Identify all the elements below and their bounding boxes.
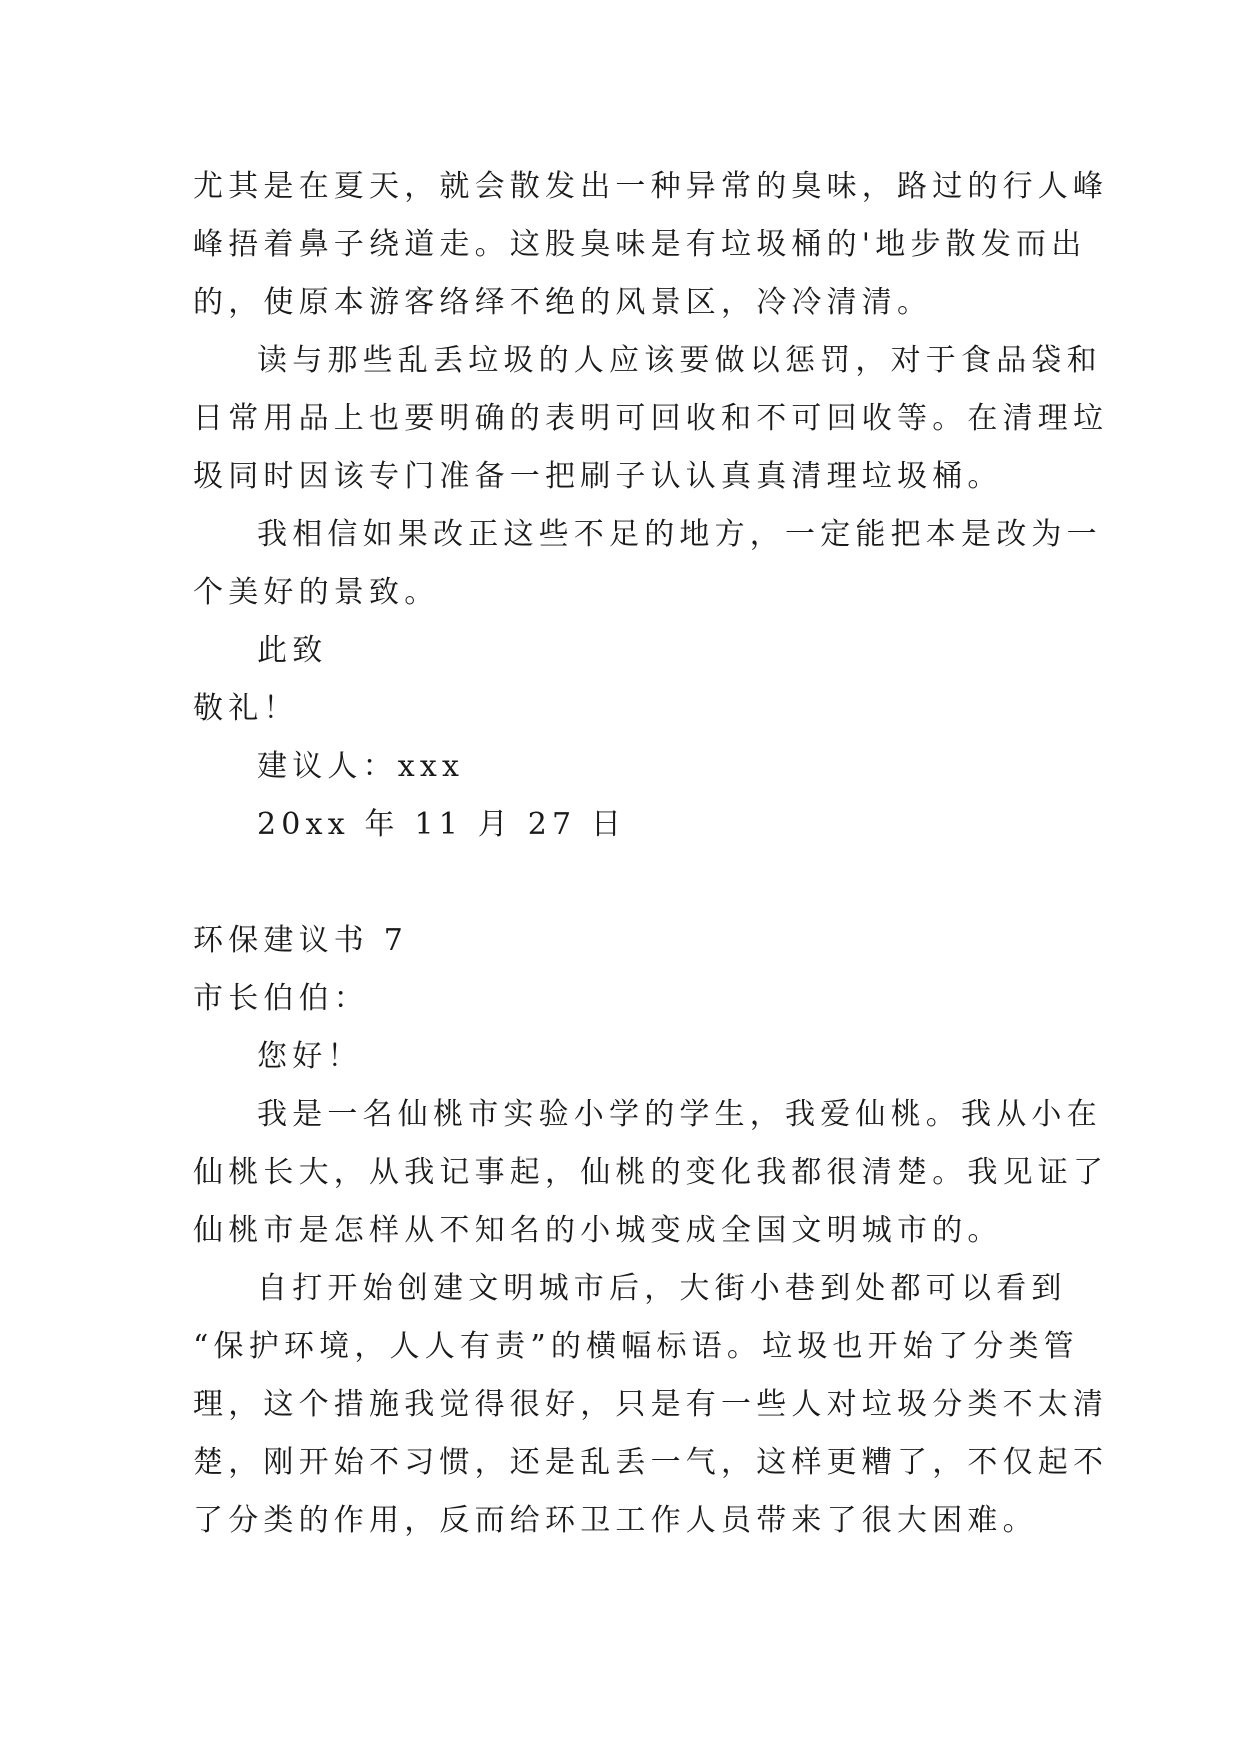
- text-line: 理，这个措施我觉得很好，只是有一些人对垃圾分类不太清: [193, 1387, 1109, 1422]
- text-line: 环保建议书 7: [193, 923, 409, 958]
- text-line: 读与那些乱丢垃圾的人应该要做以惩罚，对于食品袋和: [257, 343, 1102, 378]
- text-line: “保护环境，人人有责”的横幅标语。垃圾也开始了分类管: [193, 1329, 1079, 1364]
- text-line: 楚，刚开始不习惯，还是乱丢一气，这样更糟了，不仅起不: [193, 1445, 1109, 1480]
- text-line: 20xx 年 11 月 27 日: [257, 807, 627, 842]
- text-line: 了分类的作用，反而给环卫工作人员带来了很大困难。: [193, 1503, 1038, 1538]
- text-line: 仙桃长大，从我记事起，仙桃的变化我都很清楚。我见证了: [193, 1155, 1109, 1190]
- text-line: 尤其是在夏天，就会散发出一种异常的臭味，路过的行人峰: [193, 169, 1109, 204]
- text-line: 的，使原本游客络绎不绝的风景区，冷冷清清。: [193, 285, 933, 320]
- text-line: 建议人：xxx: [257, 749, 465, 784]
- document-page: [193, 158, 1109, 1550]
- text-line: 圾同时因该专门准备一把刷子认认真真清理垃圾桶。: [193, 459, 1003, 494]
- text-line: 自打开始创建文明城市后，大街小巷到处都可以看到: [257, 1271, 1067, 1306]
- paragraph-gap: [193, 854, 1055, 912]
- text-line: 仙桃市是怎样从不知名的小城变成全国文明城市的。: [193, 1213, 1003, 1248]
- text-line: 我相信如果改正这些不足的地方，一定能把本是改为一: [257, 517, 1102, 552]
- text-line: 此致: [257, 633, 328, 668]
- text-line: 峰捂着鼻子绕道走。这股臭味是有垃圾桶的'地步散发而出: [193, 227, 1087, 262]
- text-line: 我是一名仙桃市实验小学的学生，我爱仙桃。我从小在: [257, 1097, 1102, 1132]
- text-line: 日常用品上也要明确的表明可回收和不可回收等。在清理垃: [193, 401, 1109, 436]
- text-line: 您好！: [257, 1039, 363, 1074]
- text-line: 个美好的景致。: [193, 575, 440, 610]
- text-line: 敬礼！: [193, 691, 299, 726]
- text-line: 市长伯伯：: [193, 981, 369, 1016]
